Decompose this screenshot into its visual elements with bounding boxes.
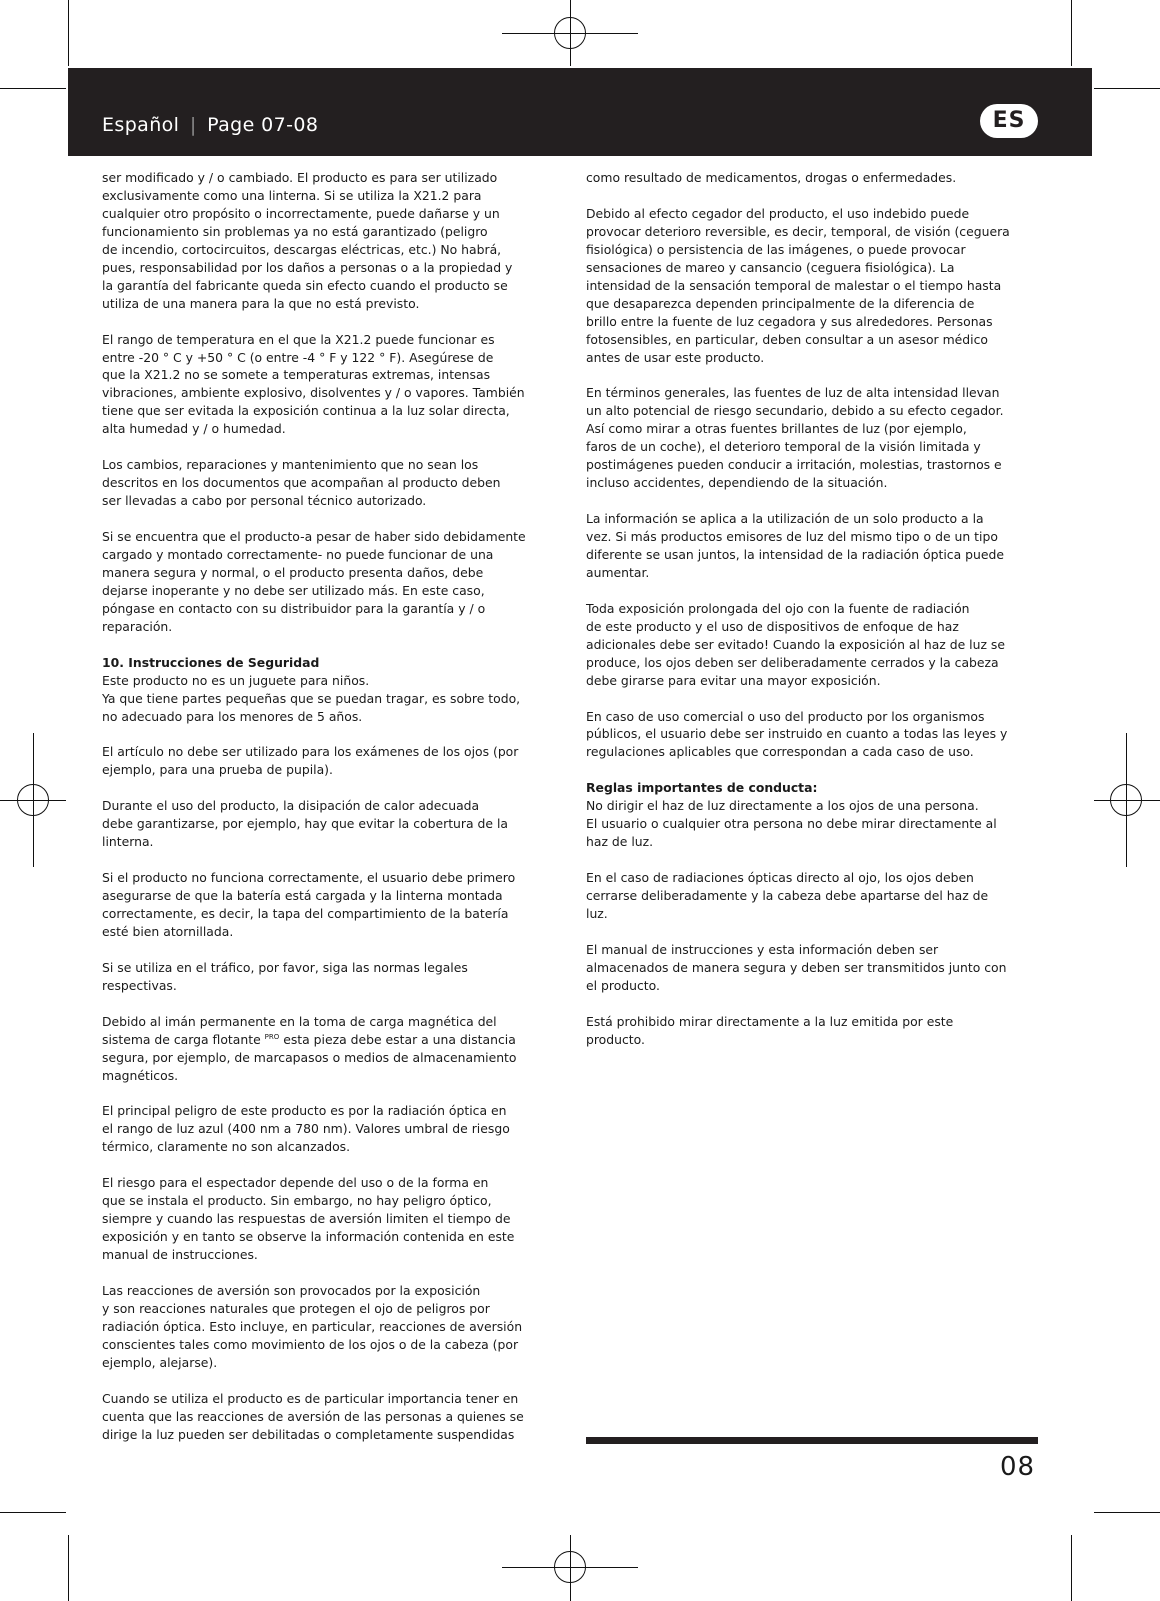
paragraph: No dirigir el haz de luz directamente a los ojos de una persona. El usuario o cualquier otra persona no debe mirar directamente al haz de luz. — [586, 798, 997, 850]
paragraph: ser modificado y / o cambiado. El producto es para ser utilizado exclusivamente como una linterna. Si se utiliza la X21.2 para cualquier otro propósito o incorrectamente, puede dañarse y un funcionamiento sin problemas ya no está garantizado (peligro de incendio, cortocircuitos, descargas eléctricas, etc.) No habrá, pues, responsabilidad por los daños a personas o a la propiedad y la garantía del fabricante queda sin efecto cuando el producto se utiliza de una manera para la que no está previsto. — [102, 170, 513, 311]
paragraph: En caso de uso comercial o uso del producto por los organismos públicos, el usuario debe ser instruido en cuanto a todas las leyes y regulaciones aplicables que correspondan a cada caso de uso. — [586, 708, 1008, 760]
footer-rule — [586, 1437, 1038, 1444]
crop-mark — [68, 1535, 69, 1601]
paragraph: El manual de instrucciones y esta información deben ser almacenados de manera segura y deben ser transmitidos junto con el producto. — [586, 941, 1007, 993]
language-badge: ES — [980, 104, 1038, 138]
crop-mark — [0, 88, 66, 89]
paragraph: como resultado de medicamentos, drogas o enfermedades. — [586, 170, 957, 185]
page-number: 08 — [1000, 1452, 1036, 1482]
section-heading: Reglas importantes de conducta: — [586, 780, 818, 796]
paragraph: Está prohibido mirar directamente a la luz emitida por este producto. — [586, 1013, 954, 1047]
crop-mark — [1071, 1535, 1072, 1601]
registration-mark-icon — [554, 1551, 586, 1583]
paragraph-text: Debido al imán permanente en la toma de carga magnética del sistema de carga flotante — [102, 1013, 497, 1047]
crop-mark — [1094, 1512, 1160, 1513]
paragraph: Si el producto no funciona correctamente, el usuario debe primero asegurarse de que la batería está cargada y la linterna montada correctamente, es decir, la tapa del compartimiento de la batería esté bien atornillada. — [102, 870, 516, 939]
paragraph: Si se encuentra que el producto-a pesar de haber sido debidamente cargado y montado correctamente- no puede funcionar de una manera segura y normal, o el producto presenta daños, debe dejarse inoperante y no debe ser utilizado más. En este caso, póngase en contacto con su distribuidor para la garantía y / o reparación. — [102, 529, 526, 634]
paragraph: Si se utiliza en el tráfico, por favor, siga las normas legales respectivas. — [102, 959, 468, 993]
header-page-label: Page 07-08 — [207, 114, 319, 136]
registration-mark-icon — [17, 784, 49, 816]
paragraph — [102, 1013, 558, 1085]
registration-mark-icon — [554, 17, 586, 49]
right-column — [586, 169, 1042, 1067]
left-column — [102, 169, 558, 1461]
paragraph: Durante el uso del producto, la disipación de calor adecuada debe garantizarse, por ejemplo, hay que evitar la cobertura de la linterna. — [102, 798, 508, 850]
section-heading: 10. Instrucciones de Seguridad — [102, 654, 320, 670]
crop-mark — [0, 1512, 66, 1513]
crop-mark — [1071, 0, 1072, 66]
paragraph: El principal peligro de este producto es por la radiación óptica en el rango de luz azul (400 nm a 780 nm). Valores umbral de riesgo térmico, claramente no son alcanzados. — [102, 1103, 510, 1155]
crop-mark — [1094, 88, 1160, 89]
header-title — [102, 114, 318, 136]
paragraph: La información se aplica a la utilización de un solo producto a la vez. Si más productos emisores de luz del mismo tipo o de un tipo diferente se usan juntos, la intensidad de la radiación óptica puede aumentar. — [586, 511, 1004, 580]
paragraph-text: esta pieza debe estar a una distancia segura, por ejemplo, de marcapasos o medios de almacenamiento magnéticos. — [102, 1031, 517, 1083]
paragraph: El rango de temperatura en el que la X21.2 puede funcionar es entre -20 ° C y +50 ° C (o entre -4 ° F y 122 ° F). Asegúrese de que la X21.2 no se somete a temperaturas extremas, intensas vibraciones, ambiente explosivo, disolventes y / o vapores. También tiene que ser evitada la exposición continua a la luz solar directa, alta humedad y / o humedad. — [102, 331, 525, 437]
page-header — [68, 68, 1092, 156]
crop-mark — [68, 0, 69, 66]
paragraph: Las reacciones de aversión son provocados por la exposición y son reacciones naturales que protegen el ojo de peligros por radiación óptica. Esto incluye, en particular, reacciones de aversión conscientes tales como movimiento de los ojos o de la cabeza (por ejemplo, alejarse). — [102, 1282, 523, 1370]
paragraph: En el caso de radiaciones ópticas directo al ojo, los ojos deben cerrarse deliberadamente y la cabeza debe apartarse del haz de luz. — [586, 870, 989, 921]
header-separator: | — [189, 114, 197, 136]
registration-mark-icon — [1110, 784, 1142, 816]
superscript-pro: PRO — [264, 1032, 280, 1041]
paragraph: Toda exposición prolongada del ojo con la fuente de radiación de este producto y el uso de dispositivos de enfoque de haz adicionales debe ser evitado! Cuando la exposición al haz de luz se produce, los ojos deben ser deliberadamente cerrados y la cabeza debe girarse para evitar una mayor exposición. — [586, 600, 1005, 688]
paragraph: Cuando se utiliza el producto es de particular importancia tener en cuenta que las reacciones de aversión de las personas a quienes se dirige la luz pueden ser debilitadas o completamente suspendidas — [102, 1390, 524, 1442]
paragraph: En términos generales, las fuentes de luz de alta intensidad llevan un alto potencial de riesgo secundario, debido a su efecto cegador. Así como mirar a otras fuentes brillantes de luz (por ejemplo, faros de un coche), el deterioro temporal de la visión limitada y postimágenes pueden conducir a irritación, molestias, trastornos e incluso accidentes, dependiendo de la situación. — [586, 385, 1004, 491]
paragraph: Los cambios, reparaciones y mantenimiento que no sean los descritos en los documentos que acompañan al producto deben ser llevadas a cabo por personal técnico autorizado. — [102, 457, 501, 509]
header-language: Español — [102, 114, 180, 136]
paragraph: Este producto no es un juguete para niños. Ya que tiene partes pequeñas que se puedan tragar, es sobre todo, no adecuado para los menores de 5 años. — [102, 672, 521, 724]
paragraph: El artículo no debe ser utilizado para los exámenes de los ojos (por ejemplo, para una prueba de pupila). — [102, 744, 519, 778]
paragraph: El riesgo para el espectador depende del uso o de la forma en que se instala el producto. Sin embargo, no hay peligro óptico, siempre y cuando las respuestas de aversión limiten el tiempo de exposición y en tanto se observe la información contenida en este manual de instrucciones. — [102, 1175, 515, 1263]
paragraph: Debido al efecto cegador del producto, el uso indebido puede provocar deterioro reversible, es decir, temporal, de visión (ceguera fisiológica) o persistencia de las imágenes, o puede provocar sensaciones de mareo y cansancio (ceguera fisiológica). La intensidad de la sensación temporal de malestar o el tiempo hasta que desaparezca dependen principalmente de la diferencia de brillo entre la fuente de luz cegadora y sus alrededores. Personas fotosensibles, en particular, deben consultar a un asesor médico antes de usar este producto. — [586, 205, 1010, 365]
